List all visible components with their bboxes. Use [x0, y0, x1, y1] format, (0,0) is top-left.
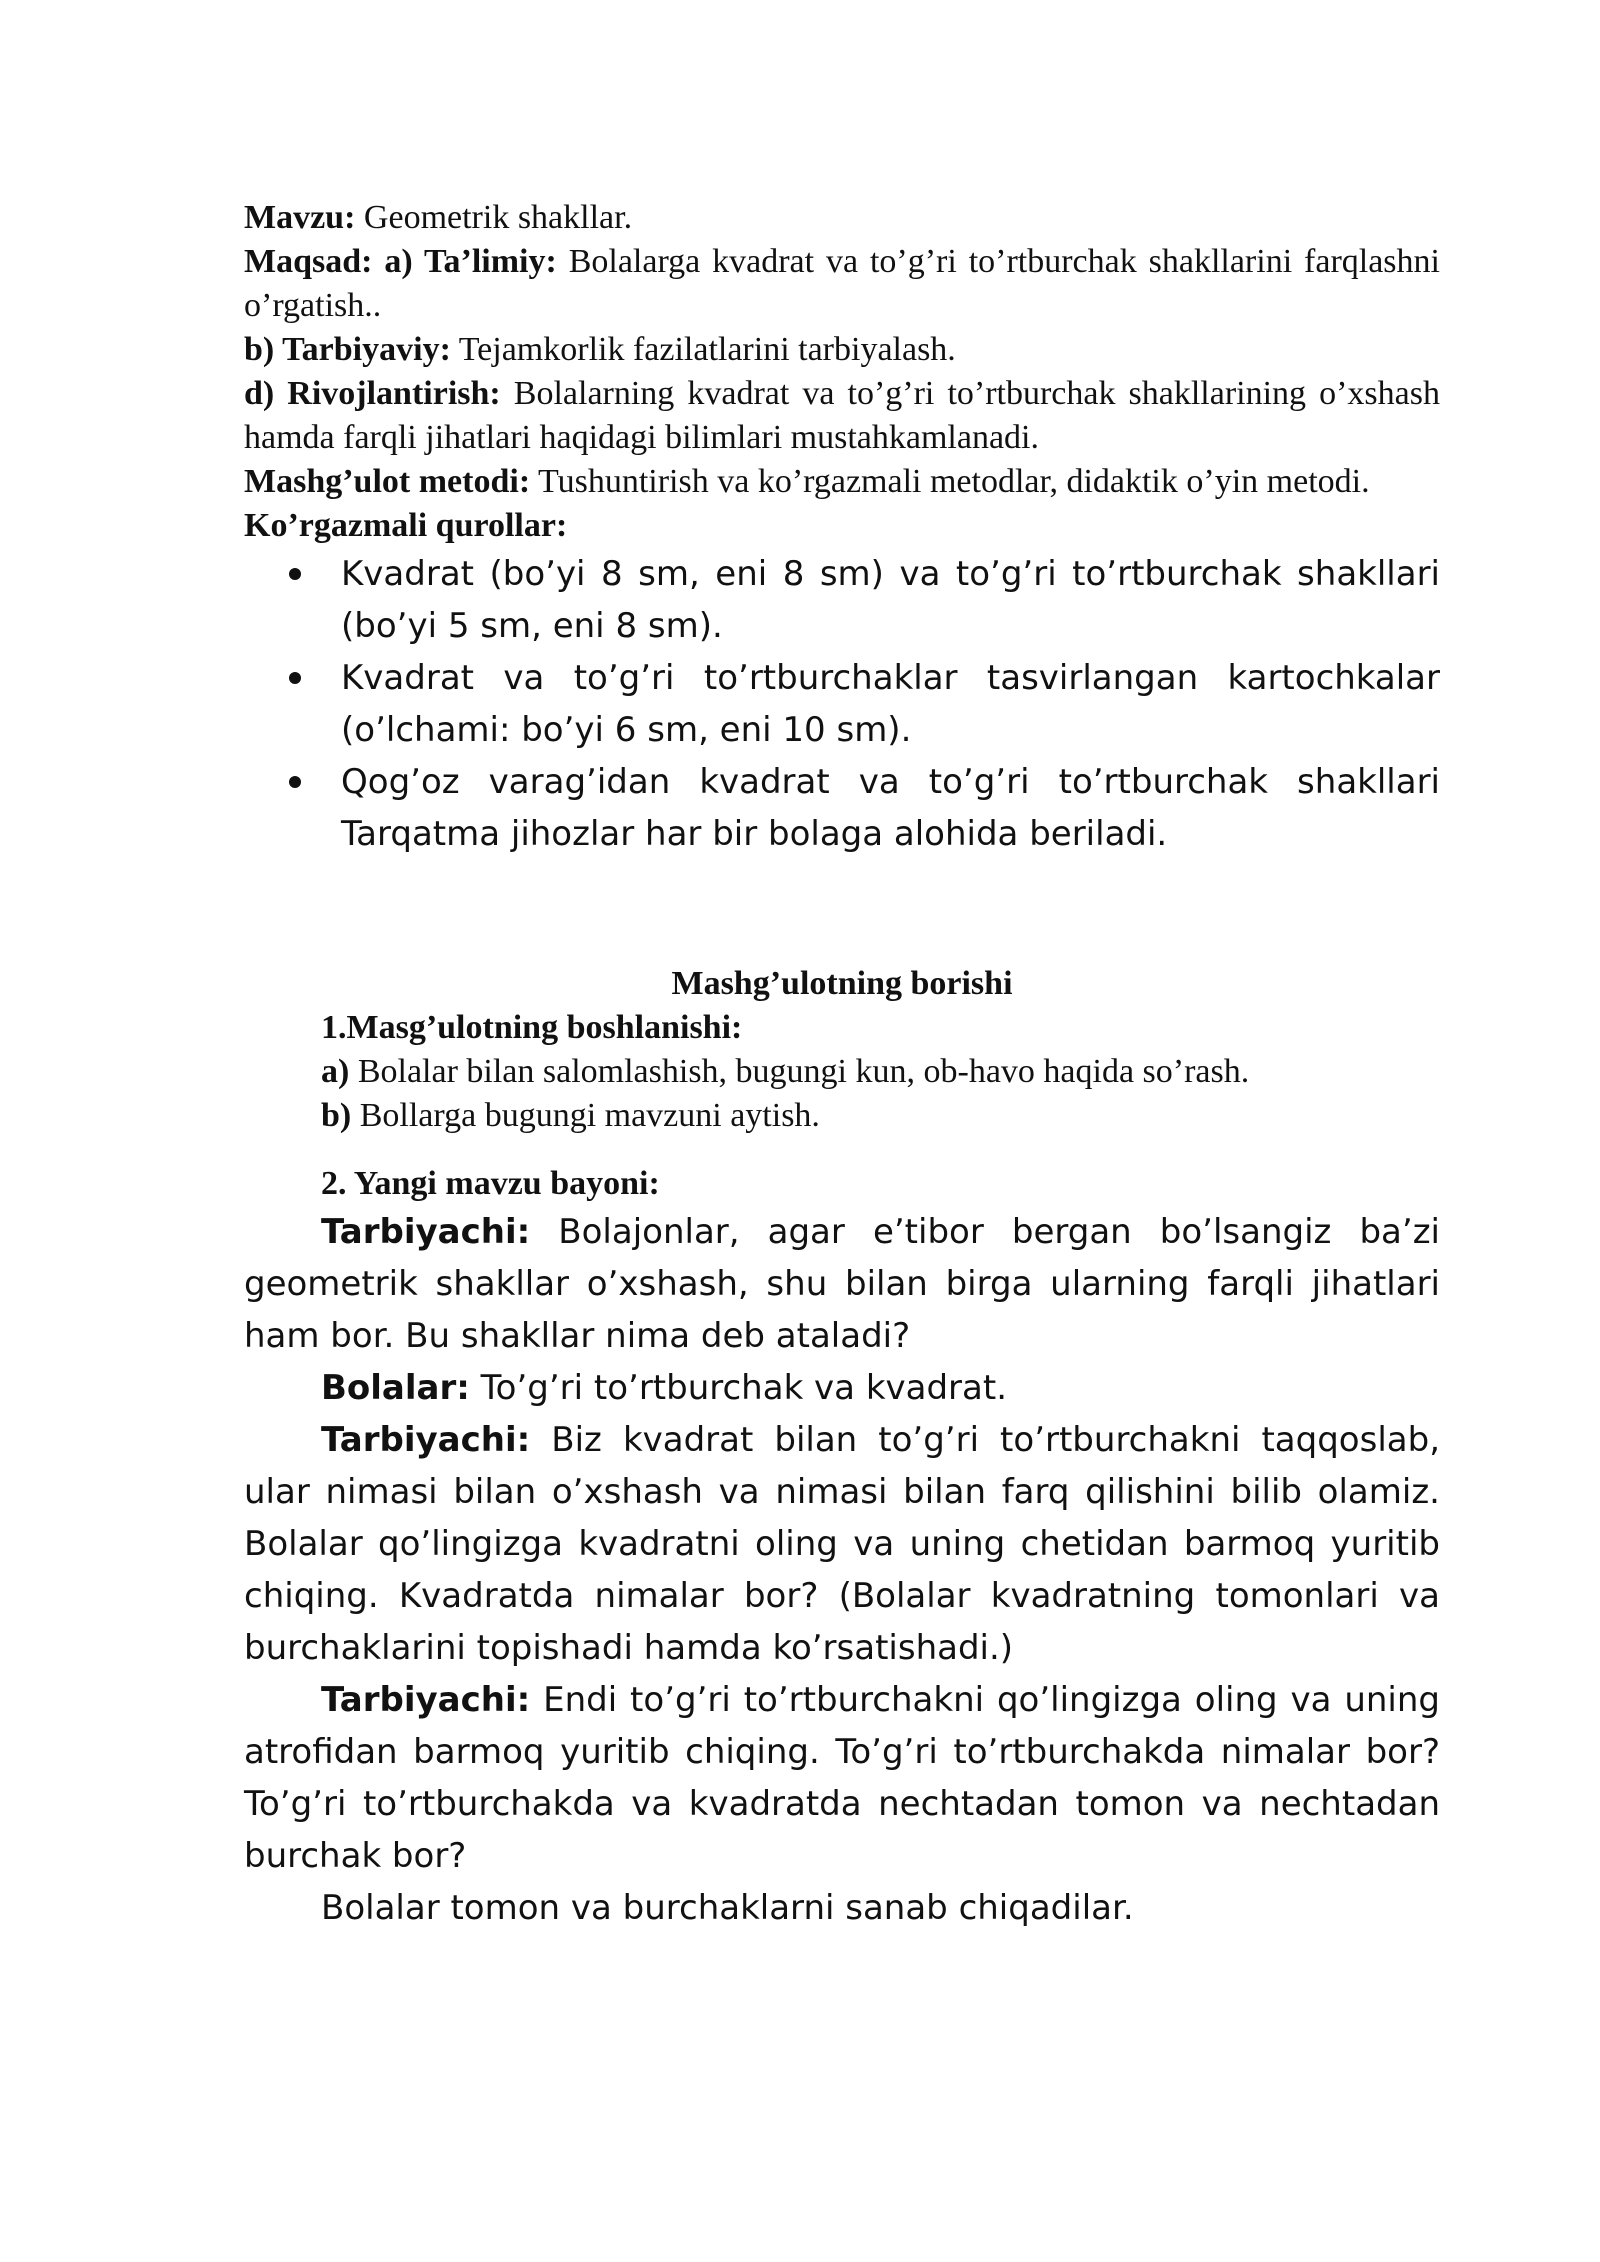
metod-line [244, 460, 1440, 504]
item-b-label: b) [321, 1097, 352, 1134]
section1-title: 1.Masg’ulotning boshlanishi: [321, 1009, 743, 1046]
item-a-label: a) [321, 1053, 350, 1090]
boshlanishi-block [244, 1006, 1440, 1206]
section-title [244, 962, 1440, 1006]
metod-text: Tushuntirish va ko’rgazmali metodlar, didaktik o’yin metodi. [530, 463, 1370, 500]
item-a-text: Bolalar bilan salomlashish, bugungi kun, ob-havo haqida so’rash. [349, 1053, 1250, 1090]
mavzu-label: Mavzu: [244, 199, 356, 236]
qurollar-list [244, 548, 1440, 860]
tarbiyaviy-label: b) Tarbiyaviy: [244, 331, 451, 368]
qurollar-line [244, 504, 1440, 548]
document-page [244, 196, 1440, 1934]
tarbiyaviy-line [244, 328, 1440, 372]
list-item [341, 652, 1440, 756]
lesson-header [244, 196, 1440, 548]
spacer [244, 860, 1440, 962]
closing-paragraph [244, 1882, 1440, 1934]
list-item [341, 756, 1440, 860]
dialogue-text: Endi to’g’ri to’rtburchakni qo’lingizga oling va uning atrofidan barmoq yuritib chiqing. To’g’ri to’rtburchakda nimalar bor? To’g’ri to’rtburchakda va kvadratda nechtadan tomon va nechtadan burchak bor? [244, 1680, 1440, 1876]
list-item-text: Kvadrat (bo’yi 8 sm, eni 8 sm) va to’g’ri to’rtburchak shakllari (bo’yi 5 sm, eni 8 sm). [341, 554, 1440, 646]
borishi-section [244, 962, 1440, 1206]
dialogue-paragraph [244, 1362, 1440, 1414]
speaker-label: Tarbiyachi: [321, 1680, 531, 1720]
mavzu-text: Geometrik shakllar. [355, 199, 633, 236]
closing-text: Bolalar tomon va burchaklarni sanab chiqadilar. [321, 1888, 1134, 1928]
item-b-line [321, 1094, 1440, 1138]
tarbiyaviy-text: Tejamkorlik fazilatlarini tarbiyalash. [450, 331, 956, 368]
dialogue-block [244, 1206, 1440, 1934]
list-item-text: Qog’oz varag’idan kvadrat va to’g’ri to’rtburchak shakllari Tarqatma jihozlar har bir bolaga alohida beriladi. [341, 762, 1440, 854]
bullet-icon [289, 568, 301, 580]
dialogue-text: To’g’ri to’rtburchak va kvadrat. [469, 1368, 1008, 1408]
list-item [341, 548, 1440, 652]
speaker-label: Tarbiyachi: [321, 1212, 531, 1252]
qurollar-label: Ko’rgazmali qurollar: [244, 507, 568, 544]
rivojlantirish-label: d) Rivojlantirish: [244, 375, 501, 412]
maqsad-label: Maqsad: a) Ta’limiy: [244, 243, 557, 280]
dialogue-text: Bolajonlar, agar e’tibor bergan bo’lsangiz ba’zi geometrik shakllar o’xshash, shu bilan birga ularning farqli jihatlari ham bor. Bu shakllar nima deb ataladi? [244, 1212, 1440, 1356]
maqsad-line [244, 240, 1440, 328]
item-a-line [321, 1050, 1440, 1094]
section2-title: 2. Yangi mavzu bayoni: [321, 1165, 660, 1202]
dialogue-paragraph [244, 1674, 1440, 1882]
spacer [321, 1138, 1440, 1162]
borishi-title: Mashg’ulotning borishi [671, 965, 1013, 1002]
section2-heading [321, 1162, 1440, 1206]
metod-label: Mashg’ulot metodi: [244, 463, 531, 500]
speaker-label: Bolalar: [321, 1368, 470, 1408]
bullet-icon [289, 672, 301, 684]
list-item-text: Kvadrat va to’g’ri to’rtburchaklar tasvirlangan kartochkalar (o’lchami: bo’yi 6 sm, eni 10 sm). [341, 658, 1440, 750]
maqsad-text: Bolalarga kvadrat va to’g’ri to’rtburchak shakllarini farqlashni o’rgatish.. [244, 243, 1440, 324]
bullet-icon [289, 776, 301, 788]
rivojlantirish-line [244, 372, 1440, 460]
section1-heading [321, 1006, 1440, 1050]
item-b-text: Bollarga bugungi mavzuni aytish. [351, 1097, 820, 1134]
mavzu-line [244, 196, 1440, 240]
dialogue-paragraph [244, 1206, 1440, 1362]
rivojlantirish-text: Bolalarning kvadrat va to’g’ri to’rtburchak shakllarining o’xshash hamda farqli jihatlari haqidagi bilimlari mustahkamlanadi. [244, 375, 1440, 456]
speaker-label: Tarbiyachi: [321, 1420, 531, 1460]
dialogue-text: Biz kvadrat bilan to’g’ri to’rtburchakni taqqoslab, ular nimasi bilan o’xshash va nimasi bilan farq qilishini bilib olamiz. Bolalar qo’lingizga kvadratni oling va uning chetidan barmoq yuritib chiqing. Kvadratda nimalar bor? (Bolalar kvadratning tomonlari va burchaklarini topishadi hamda ko’rsatishadi.) [244, 1420, 1440, 1668]
dialogue-paragraph [244, 1414, 1440, 1674]
